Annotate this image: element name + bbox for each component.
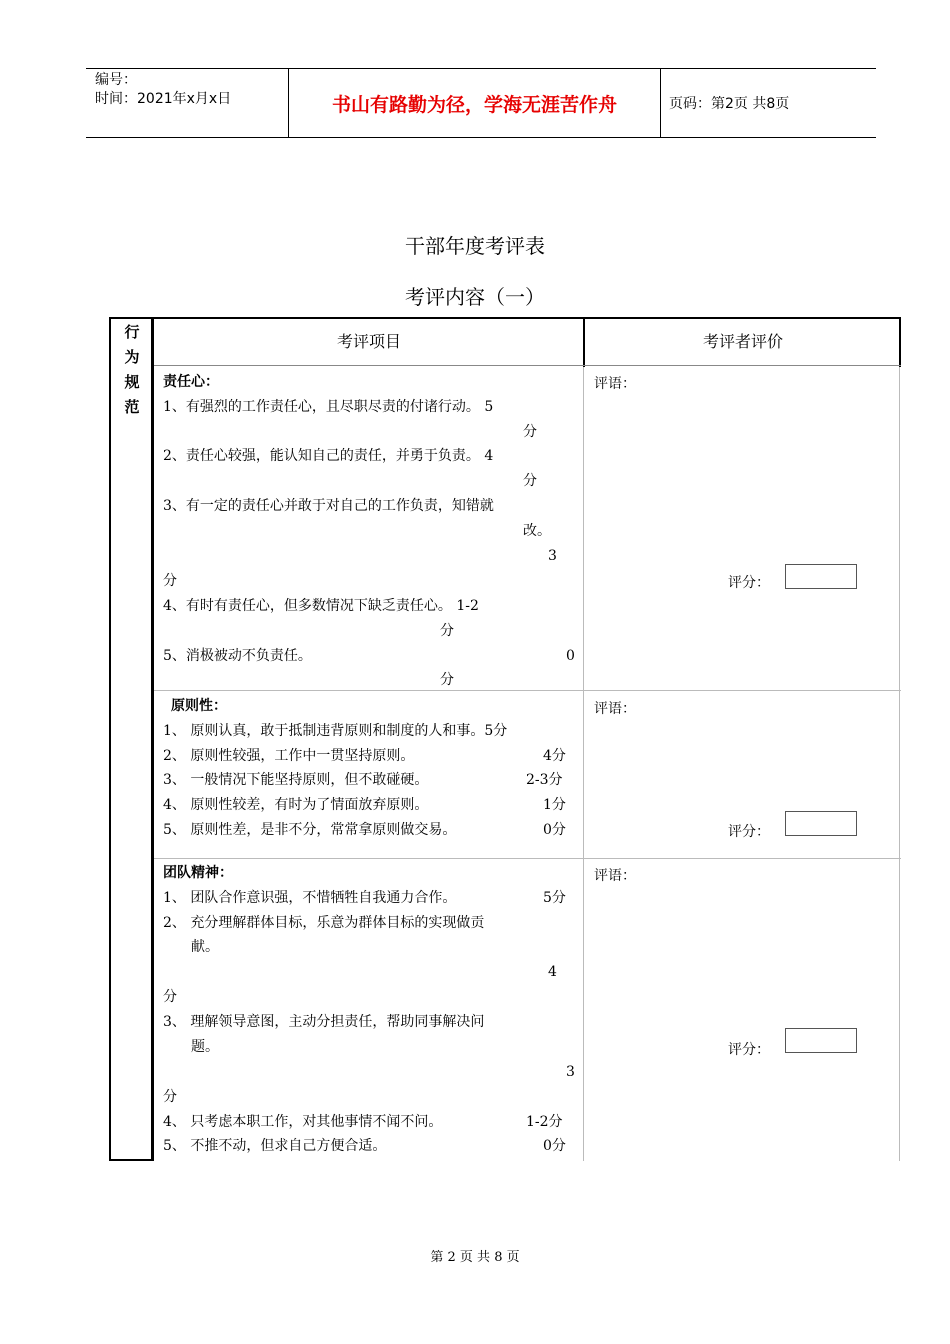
criterion-line: 分 xyxy=(163,1089,177,1105)
criterion-line: 0 xyxy=(566,648,575,664)
criterion-line: 分 xyxy=(163,989,177,1005)
criterion-line: 2、 充分理解群体目标，乐意为群体目标的实现做贡 xyxy=(163,915,485,931)
section-title: 原则性： xyxy=(171,698,227,714)
criterion-line: 3、有一定的责任心并敢于对自己的工作负责，知错就 xyxy=(163,498,494,514)
criterion-line: 4、 原则性较差，有时为了情面放弃原则。 xyxy=(163,797,429,813)
header-page-info: 页码：第2页 共8页 xyxy=(669,96,790,112)
score-input-teamwork[interactable] xyxy=(785,1028,857,1053)
page-footer: 第 2 页 共 8 页 xyxy=(430,1250,520,1265)
document-title: 干部年度考评表 xyxy=(405,234,545,258)
criterion-line: 5分 xyxy=(543,890,566,906)
document-subtitle: 考评内容（一） xyxy=(405,285,545,309)
criterion-line: 献。 xyxy=(191,939,219,955)
criterion-line: 1、 团队合作意识强，不惜牺牲自我通力合作。 xyxy=(163,890,457,906)
criterion-line: 4 xyxy=(548,964,557,980)
side-label-behavior-norms: 行 为 规 范 xyxy=(124,323,140,416)
criterion-line: 1分 xyxy=(543,797,566,813)
score-input-principle[interactable] xyxy=(785,811,857,836)
score-label: 评分： xyxy=(728,1042,770,1058)
criterion-line: 0分 xyxy=(543,822,566,838)
criterion-line: 3、 理解领导意图，主动分担责任，帮助同事解决问 xyxy=(163,1014,485,1030)
criterion-line: 2、责任心较强，能认知自己的责任，并勇于负责。 4 xyxy=(163,448,494,464)
criterion-line: 0分 xyxy=(543,1138,566,1154)
section-title: 团队精神： xyxy=(163,865,233,881)
criterion-line: 5、 不推不动，但求自己方便合适。 xyxy=(163,1138,387,1154)
criterion-line: 分 xyxy=(163,573,177,589)
column-header-item: 考评项目 xyxy=(336,332,401,351)
criterion-line: 改。 xyxy=(523,523,551,539)
criterion-line: 4、 只考虑本职工作，对其他事情不闻不问。 xyxy=(163,1114,443,1130)
section-title: 责任心： xyxy=(163,374,219,390)
criterion-line: 5、消极被动不负责任。 xyxy=(163,648,312,664)
criterion-line: 3、 一般情况下能坚持原则，但不敢碰硬。 xyxy=(163,772,429,788)
criterion-line: 1-2分 xyxy=(526,1114,563,1130)
comment-label: 评语： xyxy=(594,701,636,717)
criterion-line: 3 xyxy=(548,548,557,564)
number-label: 编号： xyxy=(95,72,137,88)
criterion-line: 2、 原则性较强，工作中一贯坚持原则。 xyxy=(163,748,415,764)
criterion-line: 分 xyxy=(523,424,537,440)
score-label: 评分： xyxy=(728,575,770,591)
criterion-line: 分 xyxy=(523,473,537,489)
comment-label: 评语： xyxy=(594,376,636,392)
criterion-line: 2-3分 xyxy=(526,772,563,788)
criterion-line: 3 xyxy=(566,1064,575,1080)
criterion-line: 4分 xyxy=(543,748,566,764)
criterion-line: 1、有强烈的工作责任心，且尽职尽责的付诸行动。 5 xyxy=(163,399,494,415)
criterion-line: 1、 原则认真，敢于抵制违背原则和制度的人和事。5分 xyxy=(163,723,508,739)
page-header xyxy=(86,68,876,138)
column-header-evaluation: 考评者评价 xyxy=(702,332,783,351)
score-input-responsibility[interactable] xyxy=(785,564,857,589)
criterion-line: 题。 xyxy=(191,1039,219,1055)
criterion-line: 分 xyxy=(440,672,454,688)
header-motto: 书山有路勤为径，学海无涯苦作舟 xyxy=(288,69,661,137)
header-meta xyxy=(86,69,288,137)
criterion-line: 4、有时有责任心，但多数情况下缺乏责任心。 1-2 xyxy=(163,598,479,614)
criterion-line: 5、 原则性差，是非不分，常常拿原则做交易。 xyxy=(163,822,457,838)
criterion-line: 分 xyxy=(440,623,454,639)
comment-label: 评语： xyxy=(594,868,636,884)
time-label: 时间：2021年x月x日 xyxy=(95,91,232,107)
score-label: 评分： xyxy=(728,824,770,840)
